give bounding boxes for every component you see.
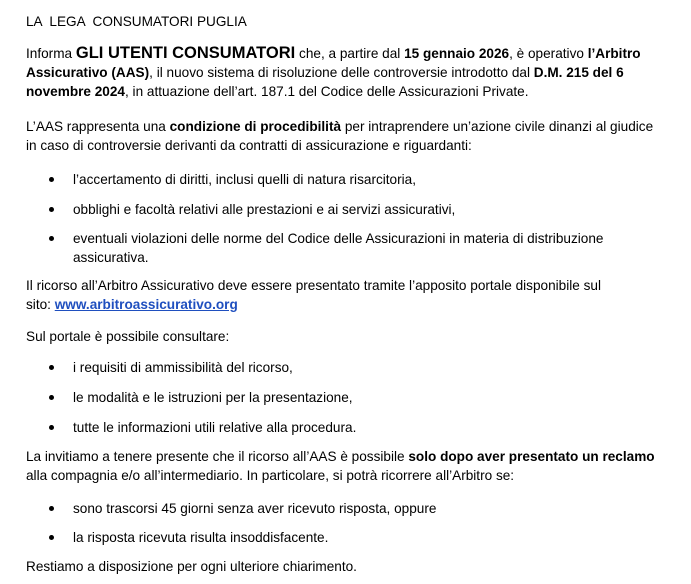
closing-paragraph: Restiamo a disposizione per ogni ulteriore chiarimento. (26, 559, 357, 574)
aas-bold: condizione di procedibilità (169, 119, 342, 134)
intro-text-4: , in attuazione dell’art. 187.1 del Codice delle Assicurazioni Private. (125, 84, 529, 99)
intro-text-2: , è operativo (509, 46, 588, 61)
bullet-icon (49, 535, 54, 540)
list-item-text: obblighi e facoltà relativi alle prestazioni e ai servizi assicurativi, (73, 202, 456, 217)
intro-dm: D.M. 215 del 6 novembre 2024 (26, 65, 624, 99)
invitiamo-text-2: alla compagnia e/o all’intermediario. In particolare, si potrà ricorrere all’Arbitro se: (26, 468, 515, 483)
intro-date: 15 gennaio 2026 (404, 46, 510, 61)
list-item-text: sono trascorsi 45 giorni senza aver ricevuto risposta, oppure (73, 501, 437, 516)
intro-emphasis: GLI UTENTI CONSUMATORI (75, 44, 296, 62)
intro-aas: l’Arbitro Assicurativo (AAS) (26, 46, 641, 80)
bullet-icon (49, 177, 54, 182)
site-link[interactable]: www.arbitroassicurativo.org (54, 297, 238, 312)
list-item-text: l’accertamento di diritti, inclusi quelli di natura risarcitoria, (73, 172, 417, 187)
ricorso-text: Il ricorso all’Arbitro Assicurativo deve essere presentato tramite l’apposito portale disponibile sul sito: (26, 278, 601, 312)
portale-paragraph: Sul portale è possibile consultare: (26, 329, 230, 344)
list-item-text: eventuali violazioni delle norme del Codice delle Assicurazioni in materia di distribuzione assicurativa. (73, 231, 604, 265)
list-item-text: le modalità e le istruzioni per la presentazione, (73, 390, 353, 405)
invitiamo-text-1: La invitiamo a tenere presente che il ricorso all’AAS è possibile (26, 449, 409, 464)
bullet-icon (49, 236, 54, 241)
intro-lead: Informa (26, 46, 76, 61)
header-title: LA LEGA CONSUMATORI PUGLIA (26, 14, 247, 29)
bullet-icon (49, 207, 54, 212)
list-item-text: tutte le informazioni utili relative alla procedura. (73, 420, 357, 435)
list-item-text: i requisiti di ammissibilità del ricorso, (73, 360, 293, 375)
aas-text-2: per intraprendere un’azione civile dinanzi al giudice in caso di controversie derivanti da contratti di assicurazione e riguardanti: (26, 119, 654, 153)
intro-paragraph (26, 44, 666, 101)
aas-text-1: L’AAS rappresenta una (26, 119, 170, 134)
invitiamo-paragraph (26, 447, 666, 485)
list-item-text: la risposta ricevuta risulta insoddisfacente. (73, 530, 329, 545)
aas-paragraph (26, 117, 666, 155)
ricorso-paragraph (26, 276, 626, 314)
intro-text-3: , il nuovo sistema di risoluzione delle controversie introdotto dal (149, 65, 534, 80)
bullet-icon (49, 506, 54, 511)
invitiamo-bold: solo dopo aver presentato un reclamo (408, 449, 655, 464)
bullet-icon (49, 365, 54, 370)
bullet-icon (49, 425, 54, 430)
intro-text-1: che, a partire dal (295, 46, 405, 61)
bullet-icon (49, 395, 54, 400)
